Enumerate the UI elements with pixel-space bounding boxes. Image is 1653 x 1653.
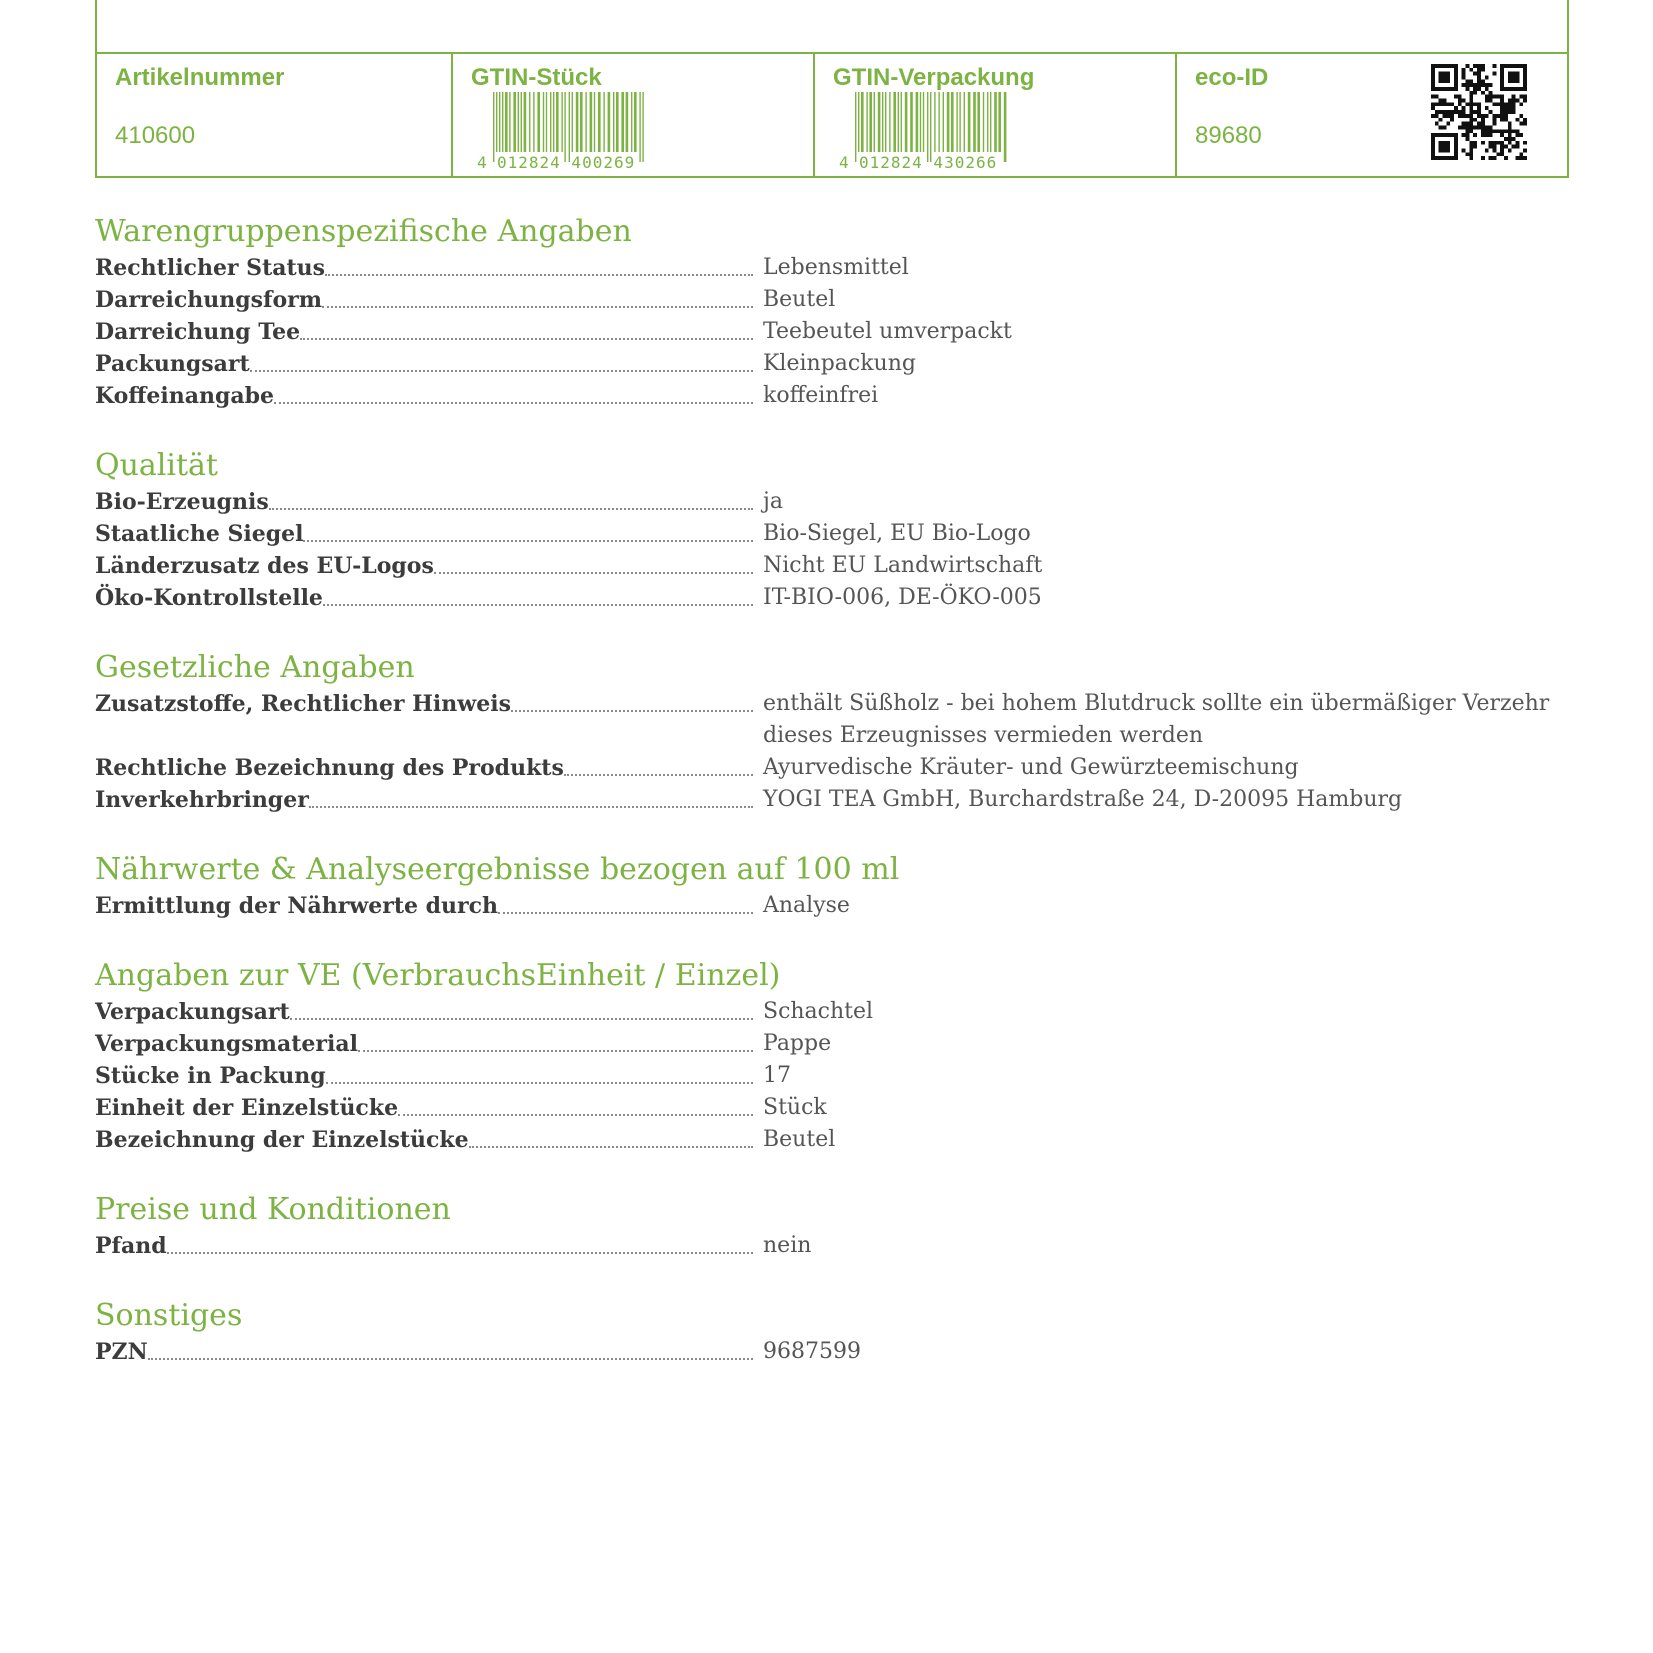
dotted-leader xyxy=(303,540,753,542)
barcode-bar xyxy=(923,92,924,152)
barcode-bar xyxy=(956,92,957,152)
attribute-row xyxy=(95,316,1565,348)
barcode-bar xyxy=(533,92,534,152)
attribute-row xyxy=(95,1230,1565,1262)
barcode-digits: 012824 400269 xyxy=(497,153,636,170)
attribute-label: Ermittlung der Nährwerte durch xyxy=(95,893,498,919)
article-number-value: 410600 xyxy=(115,122,196,149)
dotted-leader xyxy=(250,370,753,372)
identification-box xyxy=(95,0,1569,178)
barcode-bar xyxy=(493,92,494,162)
attribute-label-wrap xyxy=(95,486,757,518)
attribute-row xyxy=(95,550,1565,582)
attribute-value: Beutel xyxy=(763,1127,836,1152)
barcode-bar xyxy=(553,92,554,152)
attribute-label: Darreichung Tee xyxy=(95,319,301,345)
barcode-bar xyxy=(521,92,522,152)
dotted-leader xyxy=(469,1146,753,1148)
attribute-label: Koffeinangabe xyxy=(95,383,274,409)
barcode-bar xyxy=(938,92,939,152)
gtin-piece-barcode xyxy=(477,92,647,170)
barcode-bar xyxy=(855,92,856,162)
barcode-bar xyxy=(901,92,902,152)
barcode-bar xyxy=(509,92,510,152)
attribute-label: Inverkehrbringer xyxy=(95,787,309,813)
barcode-bar xyxy=(616,92,619,152)
attribute-row xyxy=(95,348,1565,380)
section-title: Gesetzliche Angaben xyxy=(95,650,415,685)
barcode-bar xyxy=(594,92,595,152)
article-number-label: Artikelnummer xyxy=(115,64,285,91)
dotted-leader xyxy=(269,508,753,510)
attribute-label: Bezeichnung der Einzelstücke xyxy=(95,1127,469,1153)
attribute-row xyxy=(95,486,1565,518)
attribute-label: Bio-Erzeugnis xyxy=(95,489,269,515)
section xyxy=(95,212,1565,412)
gtin-package-cell xyxy=(813,54,1175,178)
attribute-label-wrap xyxy=(95,890,757,922)
attribute-label: Rechtliche Bezeichnung des Produkts xyxy=(95,755,564,781)
attribute-label-wrap xyxy=(95,1092,757,1124)
dotted-leader xyxy=(325,274,753,276)
attribute-row xyxy=(95,890,1565,922)
barcode-bar xyxy=(861,92,864,152)
barcode-icon xyxy=(477,92,647,170)
attribute-value: ja xyxy=(763,489,783,514)
qr-code-icon xyxy=(1431,64,1527,160)
barcode-icon xyxy=(839,92,1009,170)
barcode-bar xyxy=(885,92,886,152)
section xyxy=(95,1296,1565,1368)
barcode-bar xyxy=(639,92,640,162)
barcode-bar xyxy=(642,92,643,162)
dotted-leader xyxy=(300,338,753,340)
attribute-label-wrap xyxy=(95,518,757,550)
attribute-label-wrap xyxy=(95,1028,757,1060)
dotted-leader xyxy=(434,572,753,574)
attribute-value: 17 xyxy=(763,1063,791,1088)
barcode-bar xyxy=(580,92,583,152)
attribute-label-wrap xyxy=(95,996,757,1028)
section-title: Warengruppenspezifische Angaben xyxy=(95,214,632,249)
dotted-leader xyxy=(309,806,753,808)
barcode-bar xyxy=(934,92,935,152)
dotted-leader xyxy=(323,604,753,606)
barcode-bar xyxy=(513,92,516,152)
dotted-leader xyxy=(398,1114,753,1116)
attribute-row xyxy=(95,1028,1565,1060)
barcode-bar xyxy=(916,92,919,152)
attribute-row xyxy=(95,688,1565,752)
barcode-bar xyxy=(910,92,913,152)
section xyxy=(95,1190,1565,1262)
barcode-bar xyxy=(634,92,637,152)
attribute-value: Analyse xyxy=(763,893,850,918)
barcode-bar xyxy=(1004,92,1007,162)
barcode-bar xyxy=(564,92,565,162)
attribute-row xyxy=(95,996,1565,1028)
barcode-bar xyxy=(505,92,508,152)
barcode-bar xyxy=(543,92,544,152)
barcode-bar xyxy=(998,92,1001,152)
dotted-leader xyxy=(167,1252,753,1254)
barcode-bar xyxy=(943,92,944,152)
eco-id-value: 89680 xyxy=(1195,122,1262,149)
barcode-bar xyxy=(893,92,896,152)
attribute-value: IT-BIO-006, DE-ÖKO-005 xyxy=(763,585,1042,610)
attribute-row xyxy=(95,518,1565,550)
attribute-label-wrap xyxy=(95,348,757,380)
barcode-bar xyxy=(546,92,547,152)
attribute-label-wrap xyxy=(95,582,757,614)
attribute-value: 9687599 xyxy=(763,1339,861,1364)
attribute-value: enthält Süßholz - bei hohem Blutdruck sollte ein übermäßiger Verzehr dieses Erzeugnisses vermieden werden xyxy=(763,691,1550,748)
attribute-label: Länderzusatz des EU-Logos xyxy=(95,553,434,579)
attribute-row xyxy=(95,252,1565,284)
attribute-row xyxy=(95,752,1565,784)
section xyxy=(95,648,1565,816)
attribute-row xyxy=(95,1092,1565,1124)
barcode-bar xyxy=(603,92,604,152)
attribute-value: Kleinpackung xyxy=(763,351,916,376)
identification-row xyxy=(97,52,1567,178)
attribute-label-wrap xyxy=(95,1124,757,1156)
barcode-digits: 4 xyxy=(839,153,849,170)
attribute-value: koffeinfrei xyxy=(763,383,879,408)
barcode-bar xyxy=(869,92,872,152)
attribute-label-wrap xyxy=(95,784,757,816)
barcode-bar xyxy=(556,92,559,152)
attribute-value: Bio-Siegel, EU Bio-Logo xyxy=(763,521,1031,546)
barcode-bar xyxy=(968,92,971,152)
attribute-label: Verpackungsart xyxy=(95,999,290,1025)
attribute-value: Schachtel xyxy=(763,999,874,1024)
gtin-piece-label: GTIN-Stück xyxy=(471,64,602,91)
barcode-bar xyxy=(550,92,551,152)
dotted-leader xyxy=(326,1082,753,1084)
attribute-row xyxy=(95,582,1565,614)
barcode-bar xyxy=(502,92,503,152)
attribute-value: Lebensmittel xyxy=(763,255,909,280)
barcode-bar xyxy=(621,92,624,152)
attribute-value: Nicht EU Landwirtschaft xyxy=(763,553,1043,578)
barcode-bar xyxy=(882,92,883,152)
attribute-row xyxy=(95,1336,1565,1368)
dotted-leader xyxy=(498,912,753,914)
section-title: Sonstiges xyxy=(95,1298,243,1333)
attribute-label: Stücke in Packung xyxy=(95,1063,326,1089)
barcode-bar xyxy=(905,92,908,152)
attribute-label-wrap xyxy=(95,380,757,412)
barcode-bar xyxy=(572,92,573,152)
attribute-label: PZN xyxy=(95,1339,148,1365)
barcode-bar xyxy=(561,92,562,152)
dotted-leader xyxy=(290,1018,753,1020)
attribute-value: YOGI TEA GmbH, Burchardstraße 24, D-20095 Hamburg xyxy=(763,787,1403,812)
gtin-package-barcode xyxy=(839,92,1009,170)
attribute-label: Packungsart xyxy=(95,351,250,377)
barcode-bar xyxy=(608,92,611,152)
barcode-bar xyxy=(537,92,540,152)
dotted-leader xyxy=(511,710,753,712)
attribute-label: Rechtlicher Status xyxy=(95,255,326,281)
attribute-label-wrap xyxy=(95,752,757,784)
barcode-bar xyxy=(951,92,954,152)
dotted-leader xyxy=(564,774,753,776)
barcode-bar xyxy=(585,92,586,152)
section xyxy=(95,956,1565,1156)
barcode-digits: 4 xyxy=(477,153,487,170)
barcode-bar xyxy=(889,92,890,152)
barcode-bar xyxy=(977,92,980,152)
attribute-label-wrap xyxy=(95,688,757,720)
barcode-bar xyxy=(973,92,976,152)
barcode-bar xyxy=(878,92,881,152)
attribute-sections xyxy=(95,212,1565,1402)
attribute-label-wrap xyxy=(95,316,757,348)
attribute-value: Beutel xyxy=(763,287,836,312)
barcode-bar xyxy=(576,92,579,152)
gtin-piece-cell xyxy=(451,54,813,178)
dotted-leader xyxy=(148,1358,753,1360)
barcode-bar xyxy=(964,92,965,152)
attribute-row xyxy=(95,380,1565,412)
attribute-row xyxy=(95,784,1565,816)
section-title: Qualität xyxy=(95,448,218,483)
barcode-bar xyxy=(898,92,899,152)
barcode-bar xyxy=(866,92,867,152)
attribute-label-wrap xyxy=(95,1336,757,1368)
section xyxy=(95,850,1565,922)
attribute-label: Pfand xyxy=(95,1233,167,1259)
section xyxy=(95,446,1565,614)
attribute-label-wrap xyxy=(95,550,757,582)
barcode-bar xyxy=(598,92,601,152)
barcode-bar xyxy=(569,92,570,162)
barcode-bar xyxy=(590,92,593,152)
attribute-row xyxy=(95,1124,1565,1156)
barcode-bar xyxy=(626,92,629,152)
barcode-bar xyxy=(959,92,960,152)
barcode-bar xyxy=(496,92,497,152)
barcode-bar xyxy=(499,92,500,152)
eco-id-label: eco-ID xyxy=(1195,64,1269,91)
attribute-label: Zusatzstoffe, Rechtlicher Hinweis xyxy=(95,691,511,717)
section-title: Nährwerte & Analyseergebnisse bezogen auf 100 ml xyxy=(95,852,900,887)
barcode-bar xyxy=(874,92,875,152)
article-number-cell xyxy=(97,54,451,178)
barcode-bar xyxy=(990,92,991,152)
attribute-value: Teebeutel umverpackt xyxy=(763,319,1012,344)
dotted-leader xyxy=(322,306,753,308)
barcode-bar xyxy=(920,92,921,152)
barcode-bar xyxy=(947,92,950,152)
attribute-label: Öko-Kontrollstelle xyxy=(95,585,323,611)
barcode-bar xyxy=(983,92,984,152)
dotted-leader xyxy=(274,402,753,404)
attribute-label-wrap xyxy=(95,284,757,316)
attribute-row xyxy=(95,284,1565,316)
attribute-label-wrap xyxy=(95,252,757,284)
section-title: Angaben zur VE (VerbrauchsEinheit / Einzel) xyxy=(95,958,781,993)
barcode-bar xyxy=(518,92,519,152)
attribute-label-wrap xyxy=(95,1230,757,1262)
barcode-bar xyxy=(930,92,931,162)
barcode-bar xyxy=(927,92,928,162)
section-title: Preise und Konditionen xyxy=(95,1192,451,1227)
barcode-bar xyxy=(613,92,614,152)
gtin-package-label: GTIN-Verpackung xyxy=(833,64,1035,91)
barcode-bar xyxy=(529,92,530,152)
barcode-bar xyxy=(631,92,632,152)
barcode-bar xyxy=(994,92,997,152)
attribute-label: Staatliche Siegel xyxy=(95,521,304,547)
barcode-bar xyxy=(524,92,527,152)
barcode-digits: 012824 430266 xyxy=(859,153,998,170)
attribute-value: Stück xyxy=(763,1095,827,1120)
barcode-bar xyxy=(987,92,988,152)
attribute-label-wrap xyxy=(95,1060,757,1092)
attribute-label: Verpackungsmaterial xyxy=(95,1031,358,1057)
eco-id-cell xyxy=(1175,54,1567,178)
attribute-value: Pappe xyxy=(763,1031,832,1056)
attribute-label: Darreichungsform xyxy=(95,287,323,313)
attribute-value: Ayurvedische Kräuter- und Gewürzteemischung xyxy=(763,755,1299,780)
dotted-leader xyxy=(358,1050,753,1052)
attribute-label: Einheit der Einzelstücke xyxy=(95,1095,399,1121)
barcode-bar xyxy=(858,92,859,152)
attribute-row xyxy=(95,1060,1565,1092)
attribute-value: nein xyxy=(763,1233,812,1258)
